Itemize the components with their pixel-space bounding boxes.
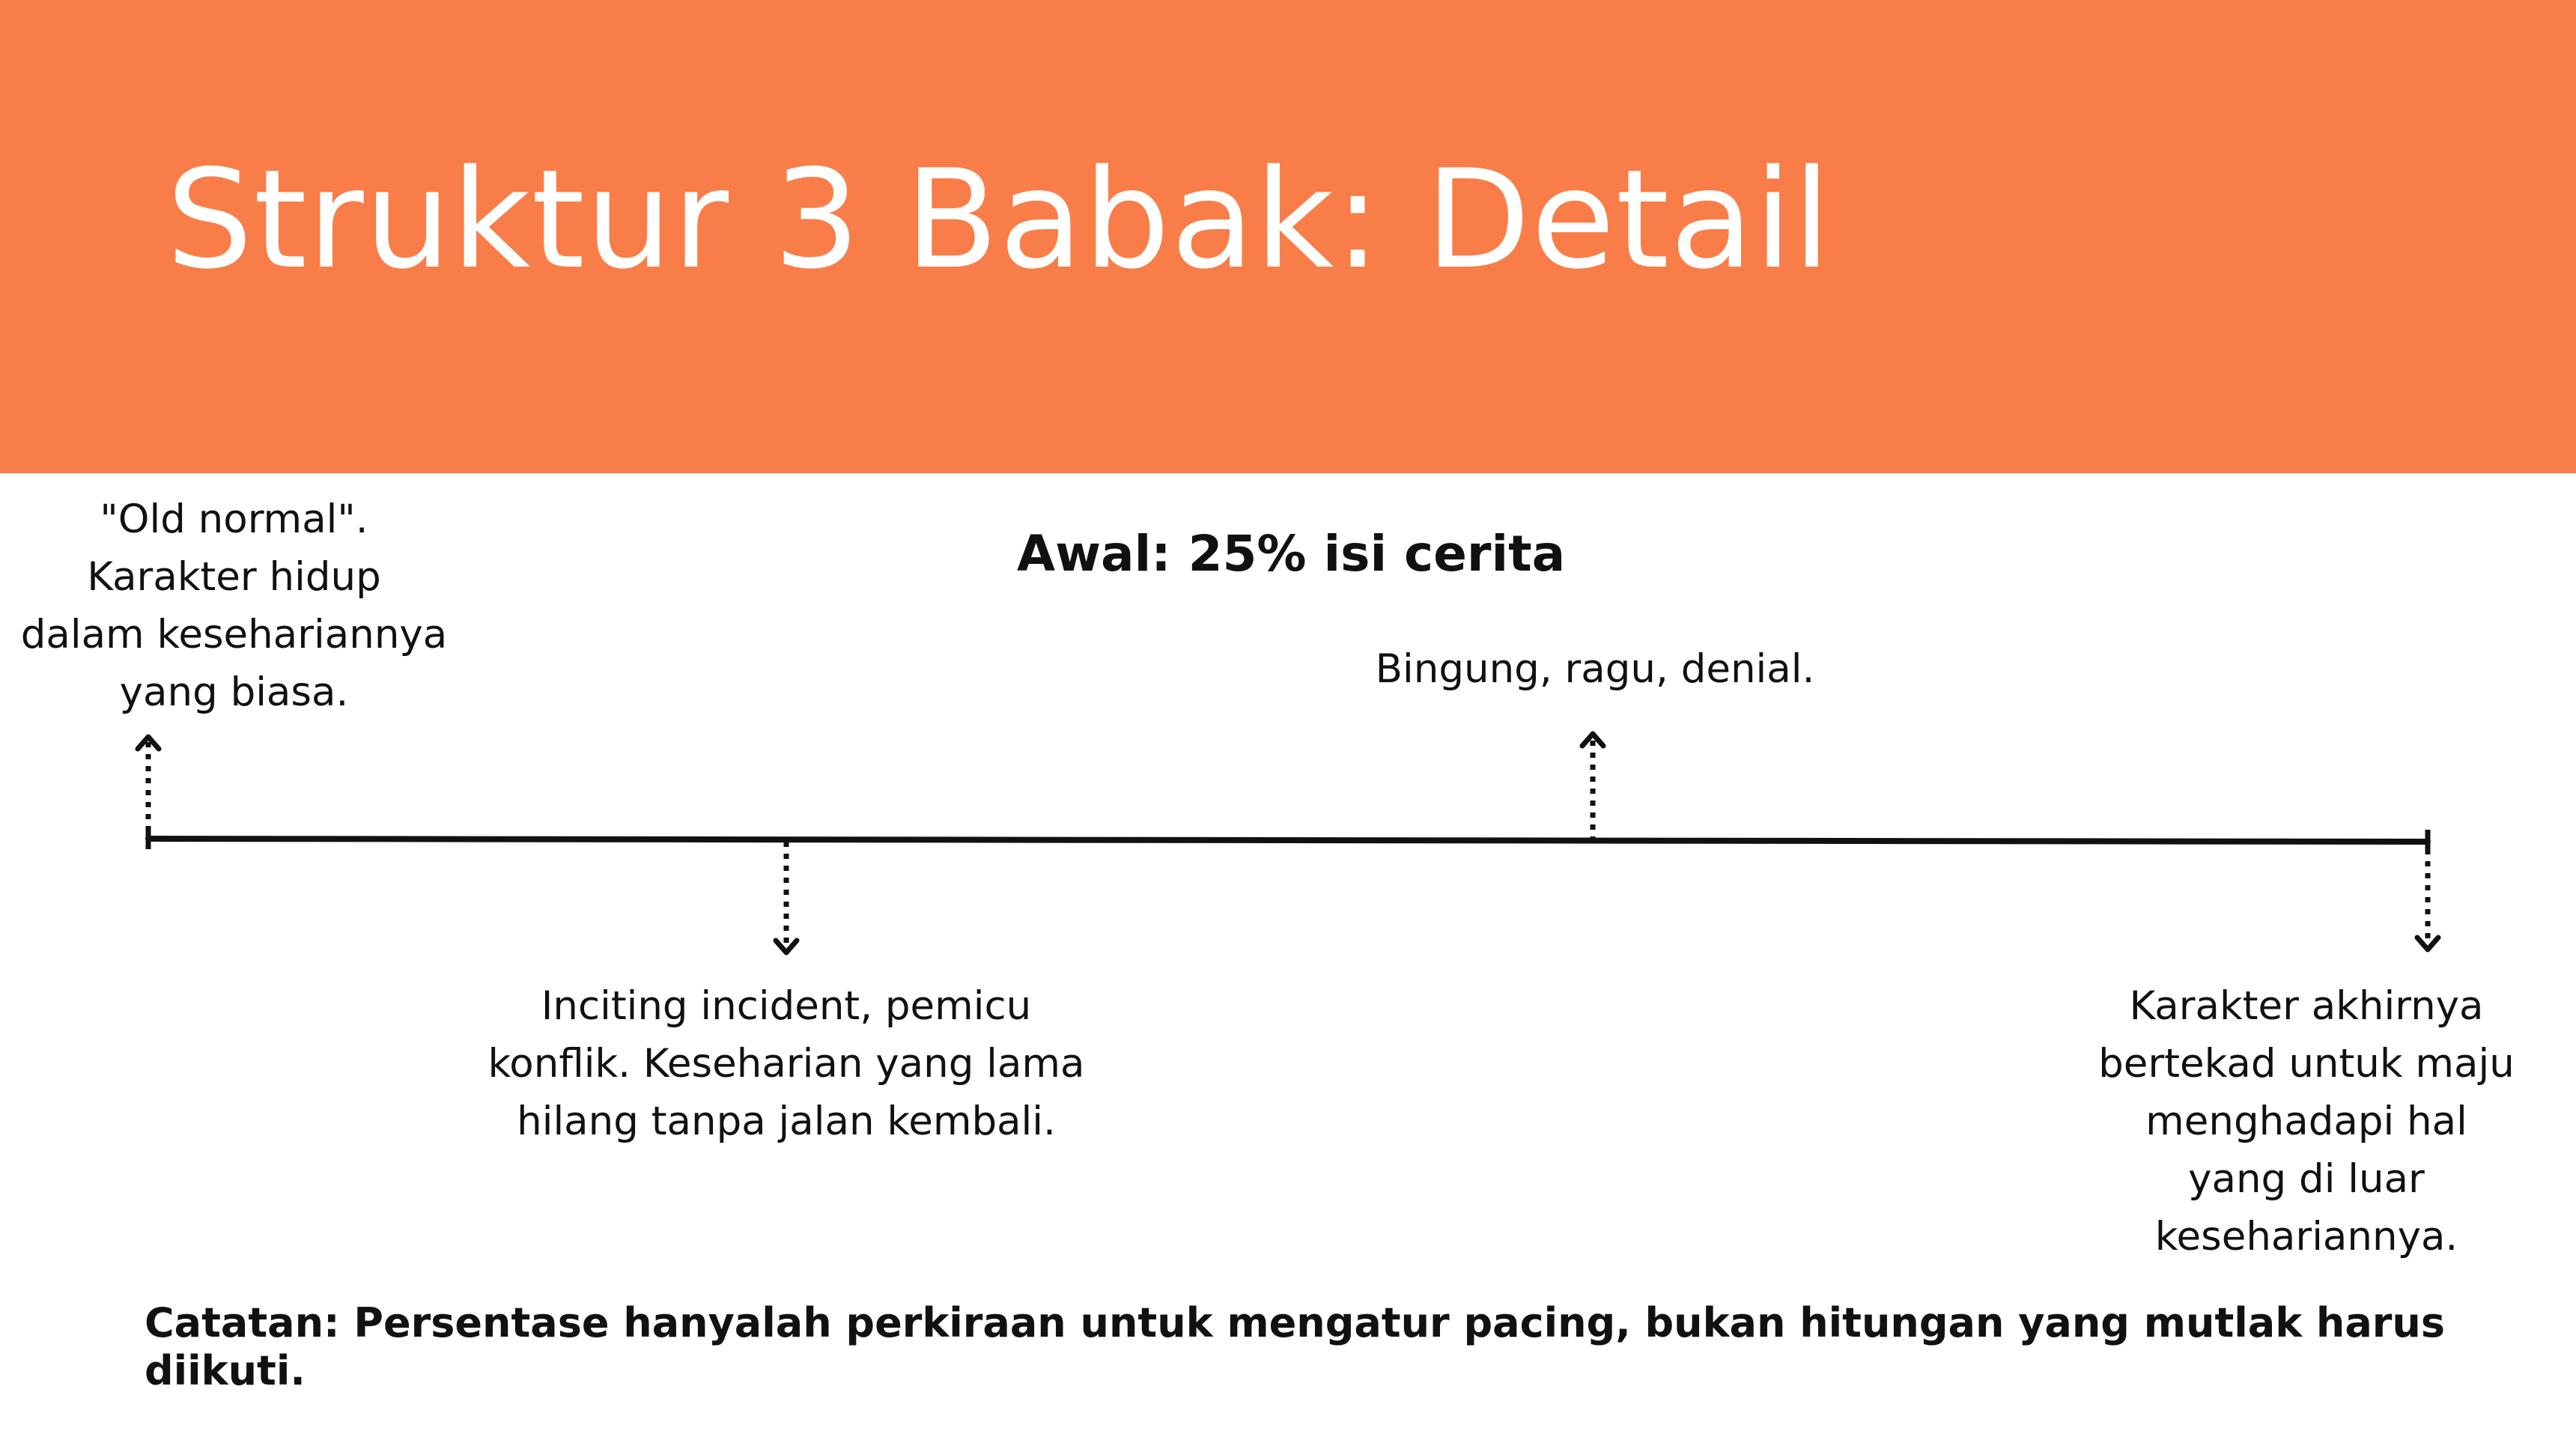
timeline-line <box>148 839 2428 842</box>
arrow-up-icon <box>1582 734 1603 842</box>
section-subtitle: Awal: 25% isi cerita <box>1017 525 1566 583</box>
callout-old-normal: "Old normal". Karakter hidup dalam kesehariannya yang biasa. <box>20 496 448 715</box>
footnote: Catatan: Persentase hanyalah perkiraan untuk mengatur pacing, bukan hitungan yang mutlak harus diikuti. <box>145 1299 2446 1394</box>
arrow-down-icon <box>2417 849 2438 950</box>
arrow-up-icon <box>138 737 159 831</box>
arrow-down-icon <box>776 842 797 953</box>
callout-denial: Bingung, ragu, denial. <box>1375 646 1815 692</box>
page-title: Struktur 3 Babak: Detail <box>166 140 1832 299</box>
callout-inciting-incident: Inciting incident, pemicu konflik. Keseharian yang lama hilang tanpa jalan kembali. <box>487 983 1085 1144</box>
callout-resolve: Karakter akhirnya bertekad untuk maju menghadapi hal yang di luar kesehariannya. <box>2098 983 2515 1260</box>
